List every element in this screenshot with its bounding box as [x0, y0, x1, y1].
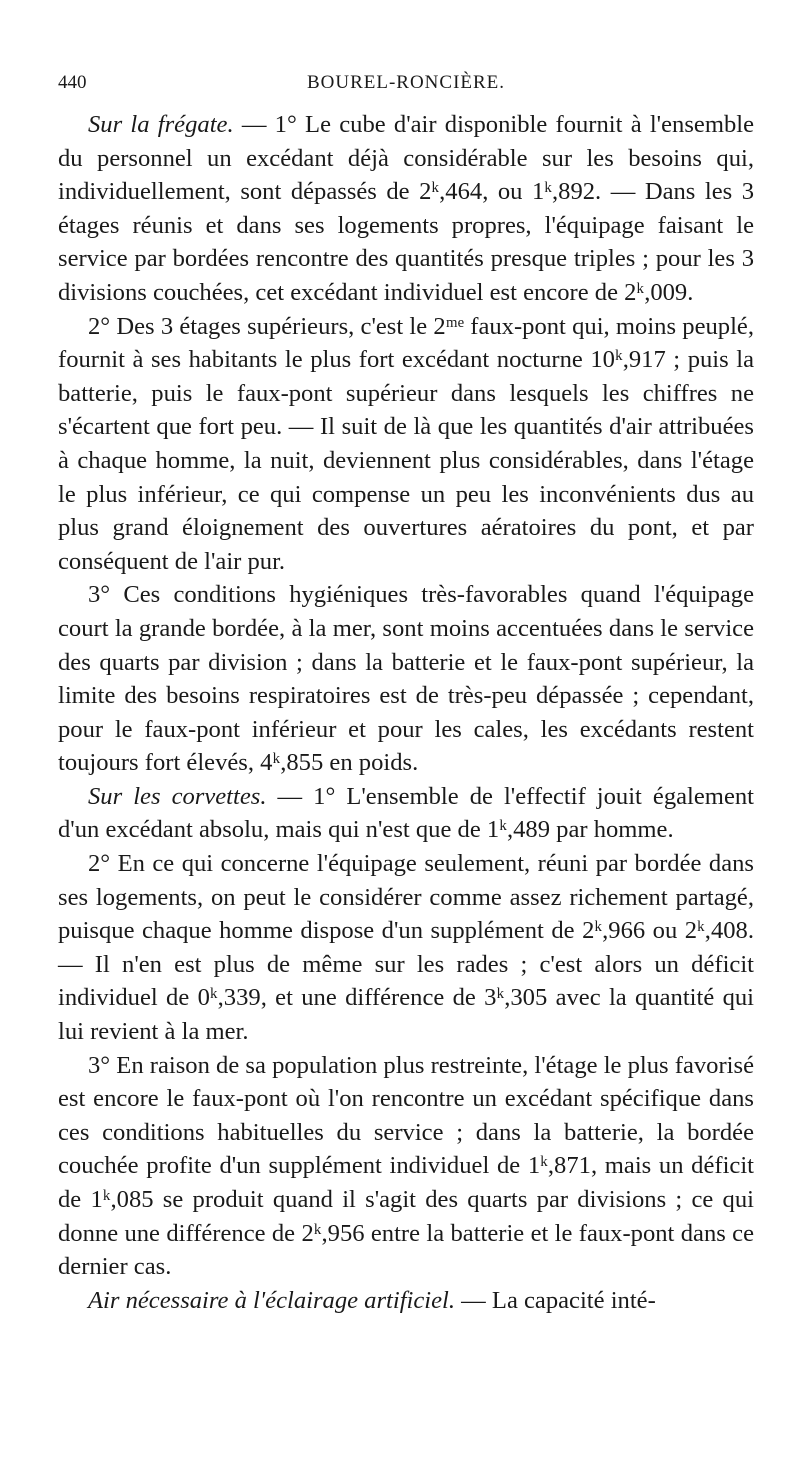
paragraph-text: 3° En raison de sa population plus restreinte, l'étage le plus favorisé est encore le faux-pont où l'on rencontre un excédant spécifique dans ces conditions habituelles du service ; dans la batterie, la bordée couchée profite d'un supplément individuel de 1ᵏ,871, mais un déficit de 1ᵏ,085 se produit quand il s'agit des quarts par divisions ; ce qui donne une différence de 2ᵏ,956 entre la batterie et le faux-pont dans ce dernier cas. — [58, 1051, 754, 1281]
paragraph-text: 2° Des 3 étages supérieurs, c'est le 2ᵐᵉ faux-pont qui, moins peuplé, fournit à ses habitants le plus fort excédant nocturne 10ᵏ,917 ; puis la batterie, puis le faux-pont supérieur dans lesquels les chiffres ne s'écartent que fort peu. — Il suit de là que les quantités d'air attribuées à chaque homme, la nuit, deviennent plus considérables, dans l'étage le plus inférieur, ce qui compense un peu les inconvénients dus au plus grand éloignement des ouvertures aératoires du pont, et par conséquent de l'air pur. — [58, 312, 754, 575]
paragraph-text: — 1° Le cube d'air disponible fournit à l'ensemble du personnel un excédant déjà considérable sur les besoins qui, individuellement, sont dépassés de 2ᵏ,464, ou 1ᵏ,892. — Dans les 3 étages réunis et dans ses logements propres, l'équipage faisant le service par bordées rencontre des quantités presque triples ; pour les 3 divisions couchées, cet excédant individuel est encore de 2ᵏ,009. — [58, 111, 754, 306]
section-heading-fregate: Sur la frégate. — [88, 111, 234, 138]
paragraph-corvettes-1 — [58, 780, 754, 847]
running-head: BOUREL-RONCIÈRE. — [306, 72, 506, 93]
paragraph-text: 2° En ce qui concerne l'équipage seulement, réuni par bordée dans ses logements, on peut le considérer comme assez richement partagé, puisque chaque homme dispose d'un supplément de 2ᵏ,966 ou 2ᵏ,408. — Il n'en est plus de même sur les rades ; c'est alors un déficit individuel de 0ᵏ,339, et une différence de 3ᵏ,305 avec la quantité qui lui revient à la mer. — [58, 850, 754, 1046]
paragraph-text: 3° Ces conditions hygiéniques très-favorables quand l'équipage court la grande bordée, à la mer, sont moins accentuées dans le service des quarts par division ; dans la batterie et le faux-pont supérieur, la limite des besoins respiratoires est de très-peu dépassée ; cependant, pour le faux-pont inférieur et pour les cales, les excédants restent toujours fort élevés, 4ᵏ,855 en poids. — [58, 581, 754, 777]
paragraph-fregate-2 — [58, 310, 754, 579]
paragraph-corvettes-2 — [58, 847, 754, 1049]
page-header — [58, 72, 754, 102]
paragraph-text: — La capacité inté- — [455, 1286, 656, 1314]
body-text — [58, 108, 754, 1317]
paragraph-fregate-1 — [58, 108, 754, 310]
paragraph-eclairage — [58, 1284, 754, 1318]
section-heading-eclairage: Air nécessaire à l'éclairage artificiel. — [88, 1286, 456, 1314]
page-number: 440 — [58, 72, 87, 93]
paragraph-text: — 1° L'ensemble de l'effectif jouit également d'un excédant absolu, mais qui n'est que de 1ᵏ,489 par homme. — [58, 782, 754, 844]
section-heading-corvettes: Sur les corvettes. — [88, 782, 267, 810]
paragraph-corvettes-3 — [58, 1049, 754, 1284]
paragraph-fregate-3 — [58, 578, 754, 780]
